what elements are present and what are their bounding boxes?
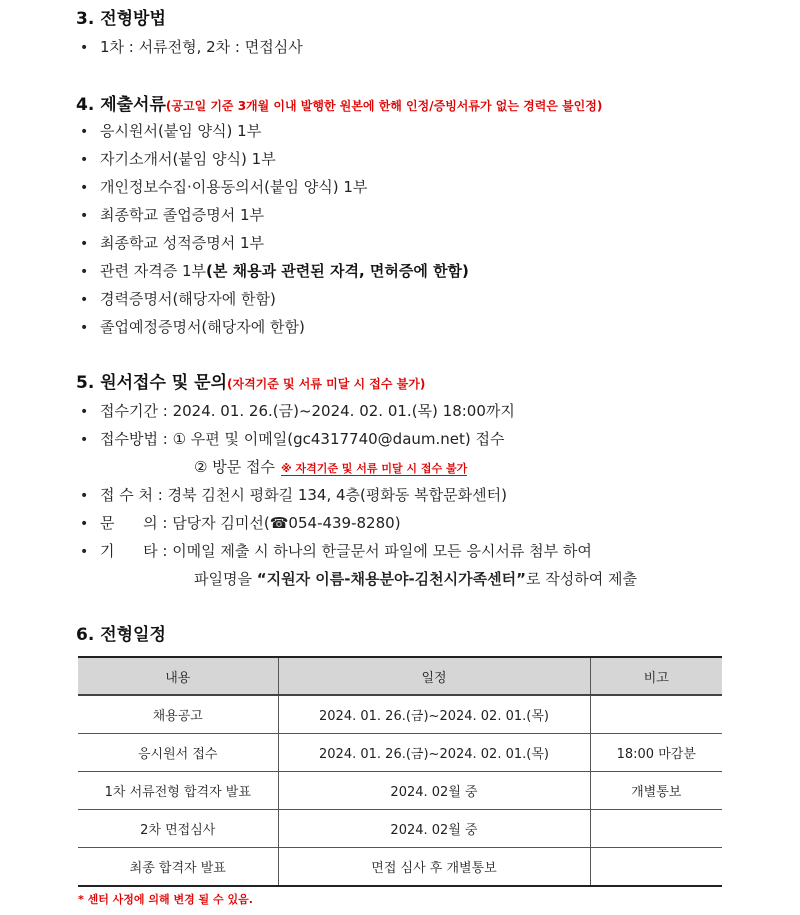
list-item: • 최종학교 성적증명서 1부 bbox=[80, 234, 264, 252]
table-row: 2차 면접심사 2024. 02월 중 bbox=[78, 810, 722, 848]
section-3-heading: 3. 전형방법 bbox=[76, 9, 166, 29]
list-item: • 접수기간 : 2024. 01. 26.(금)~2024. 02. 01.(목) 18:00까지 bbox=[80, 402, 515, 420]
list-item: • 최종학교 졸업증명서 1부 bbox=[80, 206, 264, 224]
section-4-note: (공고일 기준 3개월 이내 발행한 원본에 한해 인정/증빙서류가 없는 경력은 불인정) bbox=[165, 99, 603, 113]
table-header-row bbox=[78, 657, 722, 695]
table-row: 최종 합격자 발표 면접 심사 후 개별통보 bbox=[78, 848, 722, 887]
section-6-heading: 6. 전형일정 bbox=[76, 625, 166, 645]
list-item-continuation: 파일명을 “지원자 이름-채용분야-김천시가족센터”로 작성하여 제출 bbox=[194, 570, 637, 588]
section-4-heading: 4. 제출서류(공고일 기준 3개월 이내 발행한 원본에 한해 인정/증빙서류가 없는 경력은 불인정) bbox=[76, 95, 603, 115]
list-item-continuation: ② 방문 접수 ※ 자격기준 및 서류 미달 시 접수 불가 bbox=[194, 458, 468, 476]
list-item: • 1차 : 서류전형, 2차 : 면접심사 bbox=[80, 38, 303, 56]
list-item: • 접수방법 : ① 우편 및 이메일(gc4317740@daum.net) 접수 bbox=[80, 430, 505, 448]
table-row: 채용공고 2024. 01. 26.(금)~2024. 02. 01.(목) bbox=[78, 695, 722, 734]
bullet: • bbox=[80, 40, 89, 56]
method-warning-note: ※ 자격기준 및 서류 미달 시 접수 불가 bbox=[280, 462, 468, 475]
list-item: • 접 수 처 : 경북 김천시 평화길 134, 4층(평화동 복합문화센터) bbox=[80, 486, 507, 504]
list-item: • 개인정보수집·이용동의서(붙임 양식) 1부 bbox=[80, 178, 368, 196]
section-5-note: (자격기준 및 서류 미달 시 접수 불가) bbox=[227, 377, 426, 391]
footnote: * 센터 사정에 의해 변경 될 수 있음. bbox=[78, 893, 253, 906]
list-item: • 졸업예정증명서(해당자에 한함) bbox=[80, 318, 305, 336]
table-row: 응시원서 접수 2024. 01. 26.(금)~2024. 02. 01.(목) 18:00 마감분 bbox=[78, 734, 722, 772]
section-5-heading: 5. 원서접수 및 문의(자격기준 및 서류 미달 시 접수 불가) bbox=[76, 373, 426, 393]
header-content: 내용 bbox=[78, 657, 278, 695]
list-item: • 경력증명서(해당자에 한함) bbox=[80, 290, 276, 308]
list-item: • 기 타 : 이메일 제출 시 하나의 한글문서 파일에 모든 응시서류 첨부 하여 bbox=[80, 542, 592, 560]
list-item: • 응시원서(붙임 양식) 1부 bbox=[80, 122, 262, 140]
list-item: • 자기소개서(붙임 양식) 1부 bbox=[80, 150, 276, 168]
table-row: 1차 서류전형 합격자 발표 2024. 02월 중 개별통보 bbox=[78, 772, 722, 810]
header-remarks: 비고 bbox=[590, 657, 722, 695]
schedule-table bbox=[78, 656, 722, 887]
list-item: • 관련 자격증 1부(본 채용과 관련된 자격, 면허증에 한함) bbox=[80, 262, 469, 280]
list-item: • 문 의 : 담당자 김미선(☎054-439-8280) bbox=[80, 514, 401, 532]
header-schedule: 일정 bbox=[278, 657, 590, 695]
item-bold-note: (본 채용과 관련된 자격, 면허증에 한함) bbox=[206, 262, 469, 280]
